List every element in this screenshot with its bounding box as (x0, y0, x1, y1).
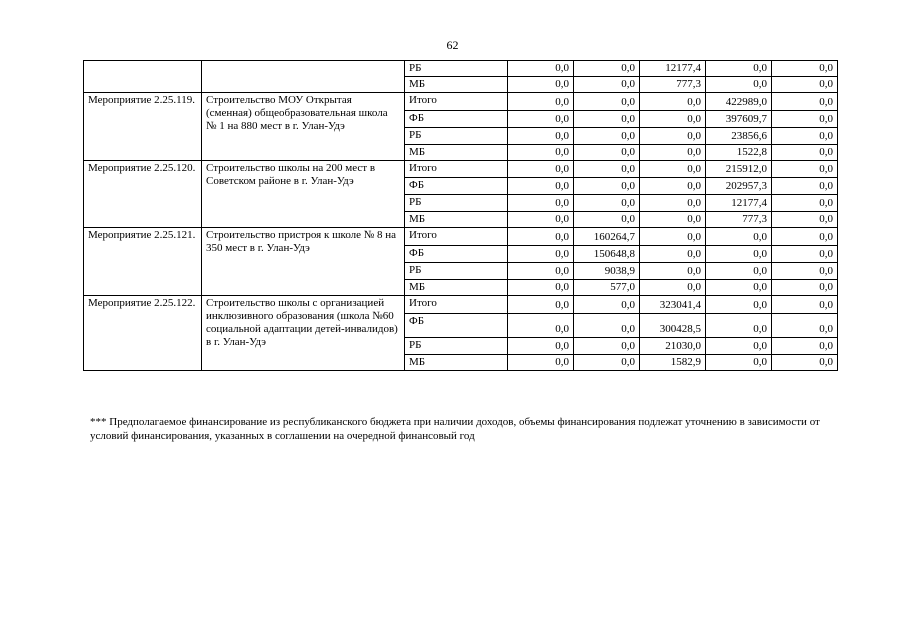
event-cell: Мероприятие 2.25.122. (84, 296, 202, 371)
source-cell: Итого (405, 228, 508, 246)
value-cell: 422989,0 (706, 93, 772, 111)
value-cell: 23856,6 (706, 128, 772, 145)
source-cell: РБ (405, 263, 508, 280)
value-cell: 0,0 (640, 128, 706, 145)
value-cell: 0,0 (574, 178, 640, 195)
table-row (84, 296, 838, 314)
value-cell: 0,0 (772, 128, 838, 145)
source-cell: ФБ (405, 178, 508, 195)
value-cell: 0,0 (574, 338, 640, 355)
value-cell: 0,0 (508, 93, 574, 111)
value-cell: 0,0 (508, 314, 574, 338)
value-cell: 9038,9 (574, 263, 640, 280)
description-cell: Строительство школы с организацией инклюзивного образования (школа №60 социальной адаптации детей-инвалидов) в г. Улан-Удэ (202, 296, 405, 371)
value-cell: 0,0 (772, 263, 838, 280)
table-row (84, 161, 838, 178)
value-cell: 0,0 (508, 296, 574, 314)
value-cell: 0,0 (574, 93, 640, 111)
source-cell: МБ (405, 280, 508, 296)
value-cell: 0,0 (772, 355, 838, 371)
value-cell: 0,0 (574, 161, 640, 178)
value-cell: 0,0 (574, 355, 640, 371)
value-cell: 0,0 (508, 111, 574, 128)
value-cell: 21030,0 (640, 338, 706, 355)
value-cell: 323041,4 (640, 296, 706, 314)
source-cell: ФБ (405, 314, 508, 338)
table-row (84, 228, 838, 246)
event-cell: Мероприятие 2.25.120. (84, 161, 202, 228)
value-cell: 0,0 (706, 296, 772, 314)
description-cell: Строительство пристроя к школе № 8 на 350 мест в г. Улан-Удэ (202, 228, 405, 296)
financing-table (83, 60, 838, 371)
value-cell: 0,0 (772, 280, 838, 296)
value-cell: 0,0 (772, 314, 838, 338)
value-cell: 0,0 (574, 77, 640, 93)
value-cell: 0,0 (640, 263, 706, 280)
value-cell: 0,0 (706, 355, 772, 371)
source-cell: МБ (405, 212, 508, 228)
value-cell: 0,0 (706, 314, 772, 338)
value-cell: 202957,3 (706, 178, 772, 195)
value-cell: 0,0 (706, 263, 772, 280)
value-cell: 0,0 (706, 228, 772, 246)
source-cell: МБ (405, 77, 508, 93)
value-cell: 0,0 (772, 161, 838, 178)
value-cell: 0,0 (508, 280, 574, 296)
value-cell: 0,0 (706, 246, 772, 263)
value-cell: 0,0 (574, 296, 640, 314)
source-cell: ФБ (405, 246, 508, 263)
value-cell: 0,0 (772, 228, 838, 246)
value-cell: 0,0 (574, 212, 640, 228)
value-cell: 0,0 (706, 61, 772, 77)
value-cell: 0,0 (574, 128, 640, 145)
value-cell: 0,0 (574, 61, 640, 77)
event-cell (84, 61, 202, 93)
source-cell: МБ (405, 355, 508, 371)
value-cell: 0,0 (508, 77, 574, 93)
value-cell: 0,0 (574, 195, 640, 212)
value-cell: 0,0 (640, 178, 706, 195)
value-cell: 0,0 (640, 145, 706, 161)
value-cell: 0,0 (508, 161, 574, 178)
value-cell: 577,0 (574, 280, 640, 296)
value-cell: 777,3 (640, 77, 706, 93)
value-cell: 0,0 (640, 246, 706, 263)
event-cell: Мероприятие 2.25.119. (84, 93, 202, 161)
value-cell: 1522,8 (706, 145, 772, 161)
value-cell: 0,0 (706, 280, 772, 296)
value-cell: 0,0 (640, 111, 706, 128)
source-cell: РБ (405, 128, 508, 145)
value-cell: 0,0 (772, 195, 838, 212)
value-cell: 0,0 (508, 61, 574, 77)
value-cell: 0,0 (574, 111, 640, 128)
value-cell: 0,0 (508, 128, 574, 145)
value-cell: 0,0 (772, 178, 838, 195)
value-cell: 0,0 (772, 246, 838, 263)
description-cell: Строительство МОУ Открытая (сменная) общеобразовательная школа № 1 на 880 мест в г. Улан-Удэ (202, 93, 405, 161)
value-cell: 300428,5 (640, 314, 706, 338)
value-cell: 0,0 (640, 195, 706, 212)
value-cell: 0,0 (640, 212, 706, 228)
source-cell: Итого (405, 93, 508, 111)
value-cell: 0,0 (574, 145, 640, 161)
source-cell: Итого (405, 161, 508, 178)
value-cell: 1582,9 (640, 355, 706, 371)
value-cell: 0,0 (508, 355, 574, 371)
value-cell: 0,0 (508, 338, 574, 355)
value-cell: 0,0 (772, 93, 838, 111)
value-cell: 0,0 (772, 77, 838, 93)
table-row (84, 93, 838, 111)
value-cell: 0,0 (640, 280, 706, 296)
value-cell: 0,0 (772, 61, 838, 77)
value-cell: 160264,7 (574, 228, 640, 246)
value-cell: 215912,0 (706, 161, 772, 178)
description-cell: Строительство школы на 200 мест в Советском районе в г. Улан-Удэ (202, 161, 405, 228)
value-cell: 0,0 (508, 212, 574, 228)
value-cell: 0,0 (574, 314, 640, 338)
value-cell: 0,0 (640, 228, 706, 246)
page-number: 62 (446, 38, 459, 52)
description-cell (202, 61, 405, 93)
source-cell: РБ (405, 61, 508, 77)
value-cell: 0,0 (508, 178, 574, 195)
value-cell: 777,3 (706, 212, 772, 228)
source-cell: ФБ (405, 111, 508, 128)
value-cell: 0,0 (772, 296, 838, 314)
footnote: *** Предполагаемое финансирование из республиканского бюджета при наличии доходов, объемы финансирования подлежат уточнению в зависимости от условий финансирования, указанных в соглашении на очередной финансовый год (90, 416, 820, 442)
value-cell: 0,0 (508, 246, 574, 263)
source-cell: РБ (405, 338, 508, 355)
value-cell: 0,0 (706, 77, 772, 93)
value-cell: 0,0 (772, 338, 838, 355)
event-cell: Мероприятие 2.25.121. (84, 228, 202, 296)
value-cell: 0,0 (772, 145, 838, 161)
value-cell: 150648,8 (574, 246, 640, 263)
value-cell: 12177,4 (640, 61, 706, 77)
source-cell: Итого (405, 296, 508, 314)
value-cell: 0,0 (508, 195, 574, 212)
value-cell: 0,0 (640, 161, 706, 178)
table-row (84, 61, 838, 77)
value-cell: 0,0 (772, 212, 838, 228)
value-cell: 397609,7 (706, 111, 772, 128)
value-cell: 0,0 (508, 228, 574, 246)
value-cell: 0,0 (508, 145, 574, 161)
value-cell: 0,0 (706, 338, 772, 355)
value-cell: 0,0 (640, 93, 706, 111)
source-cell: МБ (405, 145, 508, 161)
source-cell: РБ (405, 195, 508, 212)
value-cell: 12177,4 (706, 195, 772, 212)
value-cell: 0,0 (772, 111, 838, 128)
value-cell: 0,0 (508, 263, 574, 280)
